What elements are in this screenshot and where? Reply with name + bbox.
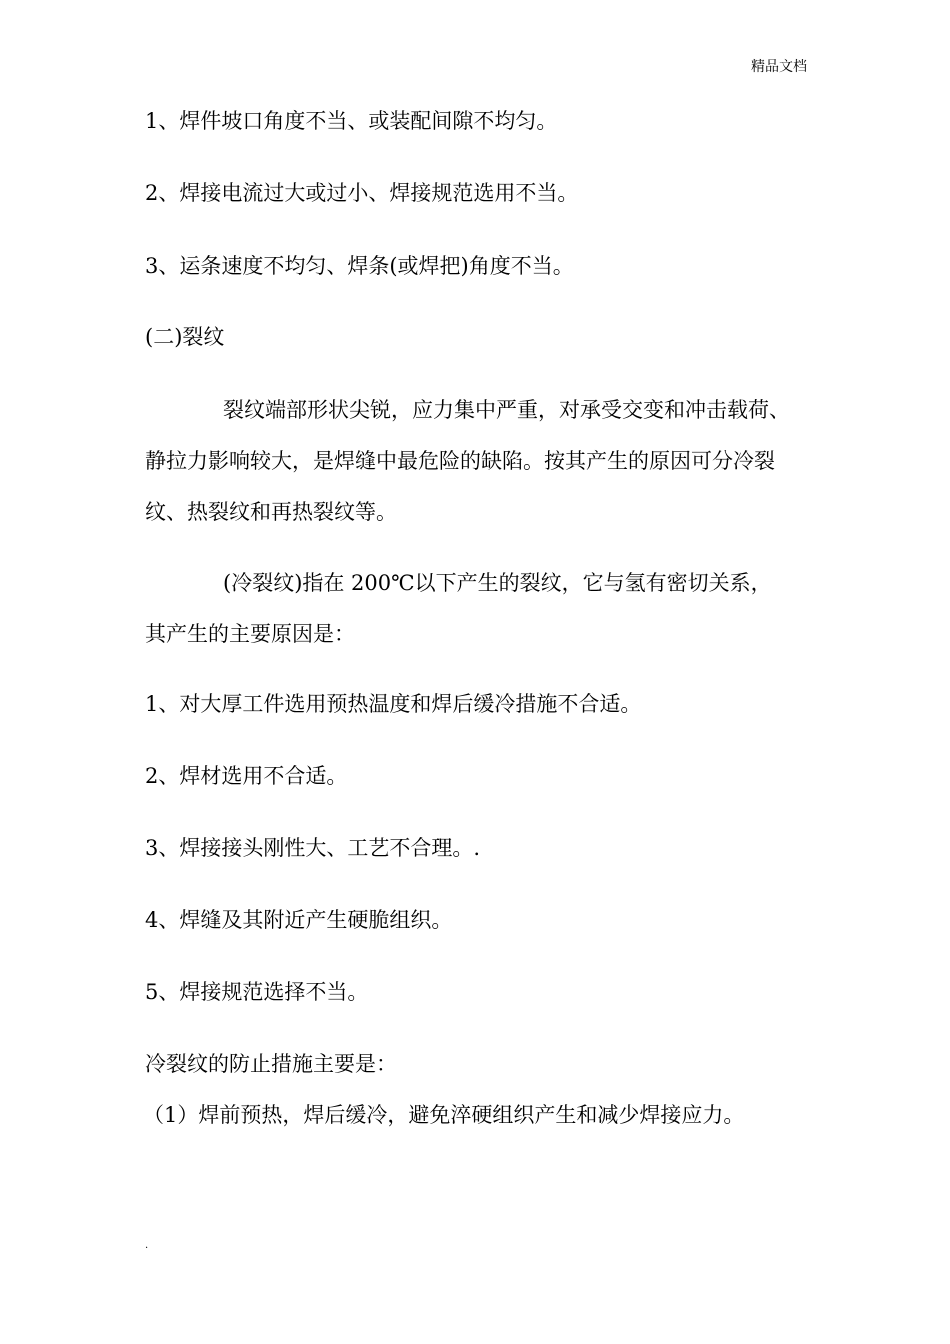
paragraph-line-6: 静拉力影响较大，是焊缝中最危险的缺陷。按其产生的原因可分冷裂 (145, 449, 775, 473)
paragraph-line-8: (冷裂纹)指在 200℃以下产生的裂纹，它与氢有密切关系， (223, 571, 772, 595)
list-item-3: 3、焊接接头刚性大、工艺不合理。. (145, 836, 481, 860)
paragraph-line-9: 其产生的主要原因是： (145, 622, 355, 646)
footer-mark: . (145, 1240, 149, 1251)
paragraph-line-3: 3、运条速度不均匀、焊条(或焊把)角度不当。 (145, 254, 574, 278)
prevention-heading: 冷裂纹的防止措施主要是： (145, 1052, 397, 1076)
list-item-4: 4、焊缝及其附近产生硬脆组织。 (145, 908, 453, 932)
paragraph-line-1: 1、焊件坡口角度不当、或装配间隙不均匀。 (145, 109, 558, 133)
list-item-1: 1、对大厚工件选用预热温度和焊后缓冷措施不合适。 (145, 692, 642, 716)
paragraph-line-2: 2、焊接电流过大或过小、焊接规范选用不当。 (145, 181, 579, 205)
list-item-5: 5、焊接规范选择不当。 (145, 980, 369, 1004)
paragraph-line-5: 裂纹端部形状尖锐，应力集中严重，对承受交变和冲击载荷、 (223, 398, 790, 422)
prevention-item-1: （1）焊前预热，焊后缓冷，避免淬硬组织产生和减少焊接应力。 (143, 1103, 745, 1127)
section-heading-crack: (二)裂纹 (145, 325, 225, 349)
paragraph-line-7: 纹、热裂纹和再热裂纹等。 (145, 500, 397, 524)
page-header-label: 精品文档 (751, 59, 807, 75)
list-item-2: 2、焊材选用不合适。 (145, 764, 348, 788)
